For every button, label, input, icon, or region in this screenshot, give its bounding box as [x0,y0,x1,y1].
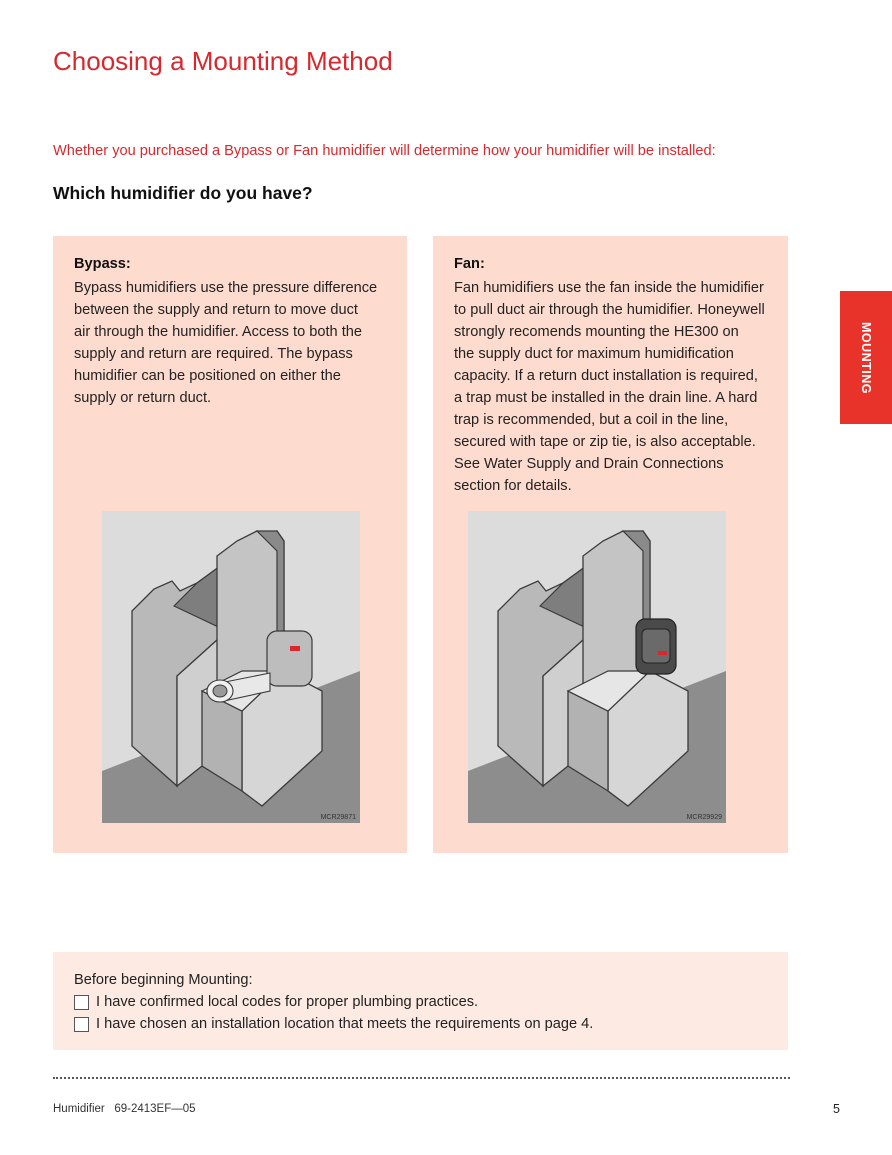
bypass-panel [53,236,407,853]
page-title: Choosing a Mounting Method [53,46,393,76]
fan-line: Fan humidifiers use the fan inside the humidifier [454,280,764,296]
bypass-illustration [102,511,360,823]
fan-line: strongly recomends mounting the HE300 on [454,324,739,340]
bypass-description [74,277,392,409]
bypass-line: air through the humidifier. Access to both the [74,324,362,340]
bypass-line: humidifier can be positioned on either the [74,368,341,384]
figure-code: MCR29929 [686,814,722,821]
checklist-item-label: I have confirmed local codes for proper plumbing practices. [96,994,479,1010]
checklist-item [74,994,478,1010]
bypass-line: supply or return duct. [74,390,212,406]
page-number: 5 [833,1102,840,1116]
checkbox[interactable] [74,1017,89,1032]
fan-line: the supply duct for maximum humidification [454,346,734,362]
bypass-line: Bypass humidifiers use the pressure difference [74,280,378,296]
fan-description [454,277,772,497]
section-tab-mounting[interactable] [840,291,892,424]
footer-doc-id: Humidifier 69-2413EF—05 [53,1103,196,1115]
bypass-line: supply and return are required. The bypass [74,346,353,362]
intro-text: Whether you purchased a Bypass or Fan humidifier will determine how your humidifier will be installed: [53,143,716,159]
section-question: Which humidifier do you have? [53,183,313,203]
fan-line: capacity. If a return duct installation is required, [454,368,758,384]
checkbox[interactable] [74,995,89,1010]
bypass-heading: Bypass: [74,256,131,272]
checklist-item-label: I have chosen an installation location that meets the requirements on page 4. [96,1016,594,1032]
fan-line: a trap must be installed in the drain line. A hard [454,390,758,406]
fan-duct-drawing [468,511,726,823]
fan-heading: Fan: [454,256,485,272]
fan-line: See Water Supply and Drain Connections [454,456,724,472]
bypass-line: between the supply and return to move duct [74,302,358,318]
footer-divider [53,1077,790,1079]
fan-line: trap is recommended, but a coil in the line, [454,412,729,428]
fan-line: to pull duct air through the humidifier. Honeywell [454,302,765,318]
bypass-duct-drawing [102,511,360,823]
fan-illustration [468,511,726,823]
checklist-item [74,1016,593,1032]
section-tab-label: MOUNTING [859,321,873,394]
figure-code: MCR29871 [320,814,356,821]
fan-panel [433,236,788,853]
fan-line: secured with tape or zip tie, is also acceptable. [454,434,756,450]
checklist-heading: Before beginning Mounting: [74,972,253,988]
pre-mounting-checklist [53,952,788,1050]
fan-line: section for details. [454,478,572,494]
